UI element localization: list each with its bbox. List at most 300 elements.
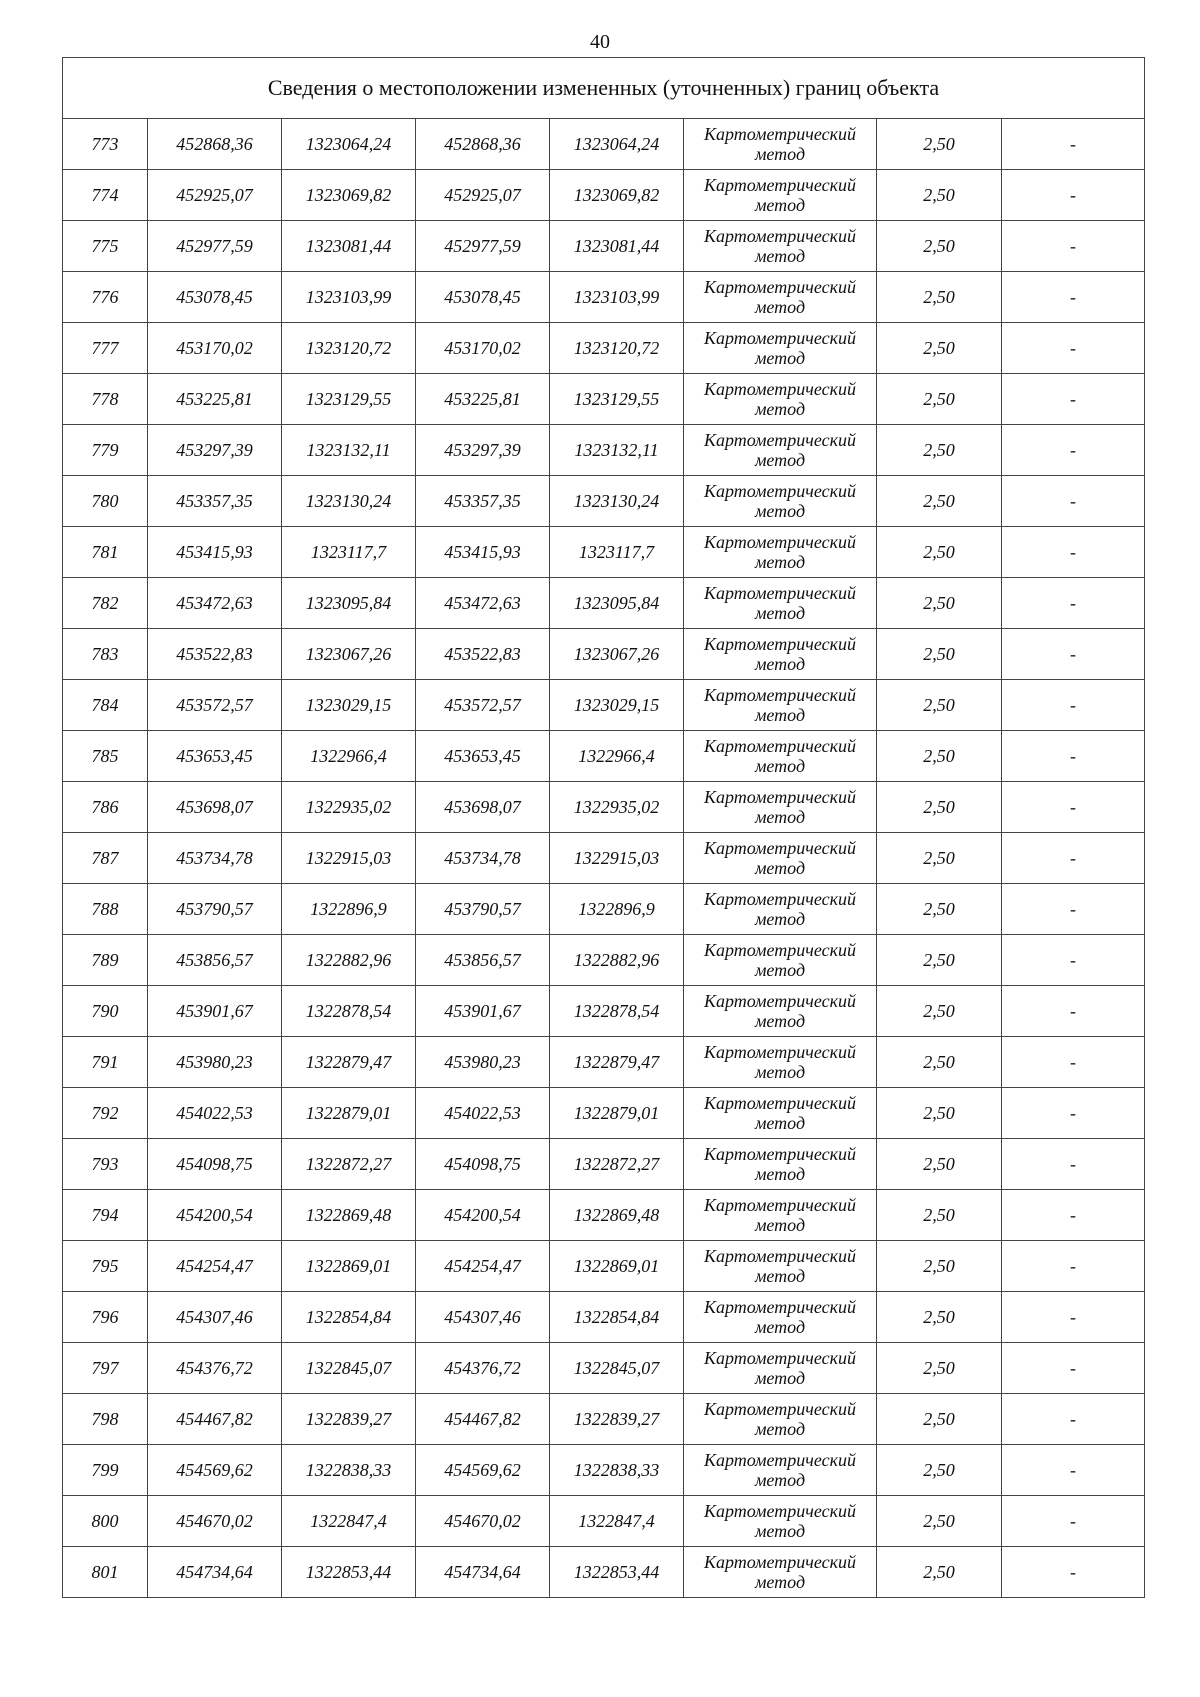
x-refined-cell: 453225,81 — [416, 374, 550, 425]
accuracy-cell: 2,50 — [877, 986, 1002, 1037]
method-line-1: Картометрический — [703, 1042, 856, 1062]
y-existing-cell: 1322853,44 — [282, 1547, 416, 1598]
table-row — [63, 527, 1145, 578]
y-refined-cell: 1323069,82 — [550, 170, 684, 221]
method-line-1: Картометрический — [703, 889, 856, 909]
x-existing-cell: 453901,67 — [148, 986, 282, 1037]
method-line-1: Картометрический — [703, 838, 856, 858]
point-number-cell: 779 — [63, 425, 148, 476]
method-line-2: метод — [754, 909, 806, 929]
y-refined-cell: 1322839,27 — [550, 1394, 684, 1445]
y-refined-cell: 1322966,4 — [550, 731, 684, 782]
point-number-cell: 780 — [63, 476, 148, 527]
method-cell — [684, 527, 877, 578]
method-line-2: метод — [754, 450, 806, 470]
method-line-1: Картометрический — [703, 1195, 856, 1215]
y-refined-cell: 1322854,84 — [550, 1292, 684, 1343]
x-refined-cell: 454200,54 — [416, 1190, 550, 1241]
table-row — [63, 170, 1145, 221]
point-number-cell: 793 — [63, 1139, 148, 1190]
x-refined-cell: 452868,36 — [416, 119, 550, 170]
method-cell — [684, 1139, 877, 1190]
table-row — [63, 1190, 1145, 1241]
x-existing-cell: 454670,02 — [148, 1496, 282, 1547]
x-existing-cell: 453653,45 — [148, 731, 282, 782]
table-row — [63, 1241, 1145, 1292]
point-number-cell: 797 — [63, 1343, 148, 1394]
method-cell — [684, 425, 877, 476]
accuracy-cell: 2,50 — [877, 629, 1002, 680]
y-refined-cell: 1322838,33 — [550, 1445, 684, 1496]
table-row — [63, 731, 1145, 782]
y-refined-cell: 1323130,24 — [550, 476, 684, 527]
description-cell: - — [1002, 119, 1145, 170]
y-refined-cell: 1322879,01 — [550, 1088, 684, 1139]
method-line-1: Картометрический — [703, 481, 856, 501]
y-existing-cell: 1322935,02 — [282, 782, 416, 833]
accuracy-cell: 2,50 — [877, 323, 1002, 374]
point-number-cell: 790 — [63, 986, 148, 1037]
x-existing-cell: 452868,36 — [148, 119, 282, 170]
table-row — [63, 1037, 1145, 1088]
method-cell — [684, 731, 877, 782]
page-number: 40 — [590, 31, 610, 53]
table-row — [63, 833, 1145, 884]
y-refined-cell: 1323067,26 — [550, 629, 684, 680]
accuracy-cell: 2,50 — [877, 1241, 1002, 1292]
y-existing-cell: 1323103,99 — [282, 272, 416, 323]
description-cell: - — [1002, 680, 1145, 731]
method-line-2: метод — [754, 246, 806, 266]
method-line-2: метод — [754, 960, 806, 980]
method-line-1: Картометрический — [703, 175, 856, 195]
table-row — [63, 374, 1145, 425]
y-refined-cell: 1322896,9 — [550, 884, 684, 935]
description-cell: - — [1002, 1496, 1145, 1547]
table-row — [63, 782, 1145, 833]
y-existing-cell: 1322966,4 — [282, 731, 416, 782]
description-cell: - — [1002, 1037, 1145, 1088]
description-cell: - — [1002, 1394, 1145, 1445]
accuracy-cell: 2,50 — [877, 272, 1002, 323]
y-existing-cell: 1322854,84 — [282, 1292, 416, 1343]
point-number-cell: 776 — [63, 272, 148, 323]
description-cell: - — [1002, 170, 1145, 221]
method-cell — [684, 629, 877, 680]
method-line-1: Картометрический — [703, 328, 856, 348]
point-number-cell: 787 — [63, 833, 148, 884]
method-line-1: Картометрический — [703, 736, 856, 756]
table-row — [63, 1088, 1145, 1139]
x-refined-cell: 454467,82 — [416, 1394, 550, 1445]
x-existing-cell: 454254,47 — [148, 1241, 282, 1292]
y-existing-cell: 1323132,11 — [282, 425, 416, 476]
x-existing-cell: 454569,62 — [148, 1445, 282, 1496]
x-refined-cell: 453170,02 — [416, 323, 550, 374]
x-existing-cell: 452925,07 — [148, 170, 282, 221]
point-number-cell: 789 — [63, 935, 148, 986]
point-number-cell: 774 — [63, 170, 148, 221]
point-number-cell: 778 — [63, 374, 148, 425]
y-refined-cell: 1322872,27 — [550, 1139, 684, 1190]
x-refined-cell: 454022,53 — [416, 1088, 550, 1139]
method-line-1: Картометрический — [703, 379, 856, 399]
x-refined-cell: 453790,57 — [416, 884, 550, 935]
x-existing-cell: 454376,72 — [148, 1343, 282, 1394]
table-row — [63, 1496, 1145, 1547]
x-refined-cell: 453698,07 — [416, 782, 550, 833]
y-existing-cell: 1322869,01 — [282, 1241, 416, 1292]
method-line-2: метод — [754, 1215, 806, 1235]
y-existing-cell: 1322896,9 — [282, 884, 416, 935]
x-existing-cell: 453790,57 — [148, 884, 282, 935]
method-line-1: Картометрический — [703, 1093, 856, 1113]
x-existing-cell: 453572,57 — [148, 680, 282, 731]
method-line-2: метод — [754, 1317, 806, 1337]
method-cell — [684, 272, 877, 323]
table-row — [63, 680, 1145, 731]
point-number-cell: 773 — [63, 119, 148, 170]
y-existing-cell: 1322882,96 — [282, 935, 416, 986]
y-existing-cell: 1322839,27 — [282, 1394, 416, 1445]
description-cell: - — [1002, 323, 1145, 374]
point-number-cell: 785 — [63, 731, 148, 782]
x-existing-cell: 453980,23 — [148, 1037, 282, 1088]
method-cell — [684, 578, 877, 629]
description-cell: - — [1002, 221, 1145, 272]
method-line-2: метод — [754, 552, 806, 572]
method-cell — [684, 884, 877, 935]
method-line-1: Картометрический — [703, 634, 856, 654]
method-cell — [684, 1394, 877, 1445]
y-existing-cell: 1323130,24 — [282, 476, 416, 527]
method-cell — [684, 833, 877, 884]
method-line-1: Картометрический — [703, 1501, 856, 1521]
description-cell: - — [1002, 578, 1145, 629]
y-existing-cell: 1322872,27 — [282, 1139, 416, 1190]
y-refined-cell: 1322845,07 — [550, 1343, 684, 1394]
y-existing-cell: 1323120,72 — [282, 323, 416, 374]
y-refined-cell: 1322879,47 — [550, 1037, 684, 1088]
x-refined-cell: 452977,59 — [416, 221, 550, 272]
method-line-2: метод — [754, 807, 806, 827]
x-existing-cell: 453078,45 — [148, 272, 282, 323]
x-existing-cell: 454022,53 — [148, 1088, 282, 1139]
method-cell — [684, 170, 877, 221]
x-existing-cell: 454734,64 — [148, 1547, 282, 1598]
method-line-1: Картометрический — [703, 1297, 856, 1317]
y-existing-cell: 1322879,47 — [282, 1037, 416, 1088]
method-line-2: метод — [754, 1164, 806, 1184]
description-cell: - — [1002, 1190, 1145, 1241]
accuracy-cell: 2,50 — [877, 221, 1002, 272]
x-existing-cell: 452977,59 — [148, 221, 282, 272]
y-existing-cell: 1322915,03 — [282, 833, 416, 884]
accuracy-cell: 2,50 — [877, 578, 1002, 629]
accuracy-cell: 2,50 — [877, 1139, 1002, 1190]
y-refined-cell: 1322853,44 — [550, 1547, 684, 1598]
accuracy-cell: 2,50 — [877, 119, 1002, 170]
description-cell: - — [1002, 935, 1145, 986]
x-refined-cell: 453572,57 — [416, 680, 550, 731]
boundary-table-container — [62, 57, 1144, 1598]
method-cell — [684, 323, 877, 374]
point-number-cell: 792 — [63, 1088, 148, 1139]
method-cell — [684, 1496, 877, 1547]
accuracy-cell: 2,50 — [877, 1445, 1002, 1496]
point-number-cell: 777 — [63, 323, 148, 374]
point-number-cell: 798 — [63, 1394, 148, 1445]
method-line-2: метод — [754, 705, 806, 725]
accuracy-cell: 2,50 — [877, 1496, 1002, 1547]
accuracy-cell: 2,50 — [877, 1343, 1002, 1394]
x-existing-cell: 453357,35 — [148, 476, 282, 527]
x-existing-cell: 453297,39 — [148, 425, 282, 476]
table-row — [63, 1547, 1145, 1598]
x-refined-cell: 453297,39 — [416, 425, 550, 476]
table-row — [63, 1292, 1145, 1343]
x-refined-cell: 453901,67 — [416, 986, 550, 1037]
method-line-1: Картометрический — [703, 1450, 856, 1470]
accuracy-cell: 2,50 — [877, 833, 1002, 884]
y-refined-cell: 1322915,03 — [550, 833, 684, 884]
y-existing-cell: 1322878,54 — [282, 986, 416, 1037]
y-refined-cell: 1323132,11 — [550, 425, 684, 476]
method-line-2: метод — [754, 348, 806, 368]
table-body — [63, 58, 1145, 1598]
accuracy-cell: 2,50 — [877, 1088, 1002, 1139]
y-existing-cell: 1323081,44 — [282, 221, 416, 272]
accuracy-cell: 2,50 — [877, 170, 1002, 221]
method-line-1: Картометрический — [703, 277, 856, 297]
accuracy-cell: 2,50 — [877, 1037, 1002, 1088]
y-refined-cell: 1322878,54 — [550, 986, 684, 1037]
description-cell: - — [1002, 1241, 1145, 1292]
point-number-cell: 782 — [63, 578, 148, 629]
table-row — [63, 323, 1145, 374]
point-number-cell: 801 — [63, 1547, 148, 1598]
description-cell: - — [1002, 1343, 1145, 1394]
accuracy-cell: 2,50 — [877, 680, 1002, 731]
y-existing-cell: 1322879,01 — [282, 1088, 416, 1139]
x-refined-cell: 454307,46 — [416, 1292, 550, 1343]
x-existing-cell: 454200,54 — [148, 1190, 282, 1241]
method-line-2: метод — [754, 858, 806, 878]
method-cell — [684, 374, 877, 425]
description-cell: - — [1002, 425, 1145, 476]
method-line-1: Картометрический — [703, 1348, 856, 1368]
x-refined-cell: 453522,83 — [416, 629, 550, 680]
method-line-1: Картометрический — [703, 940, 856, 960]
accuracy-cell: 2,50 — [877, 731, 1002, 782]
description-cell: - — [1002, 476, 1145, 527]
y-refined-cell: 1322869,01 — [550, 1241, 684, 1292]
x-refined-cell: 453415,93 — [416, 527, 550, 578]
method-cell — [684, 1292, 877, 1343]
table-row — [63, 1445, 1145, 1496]
table-row — [63, 1343, 1145, 1394]
method-line-1: Картометрический — [703, 991, 856, 1011]
method-line-2: метод — [754, 399, 806, 419]
x-existing-cell: 453522,83 — [148, 629, 282, 680]
table-row — [63, 629, 1145, 680]
method-cell — [684, 1343, 877, 1394]
table-title: Сведения о местоположении измененных (уточненных) границ объекта — [63, 58, 1145, 119]
method-cell — [684, 1088, 877, 1139]
method-cell — [684, 221, 877, 272]
accuracy-cell: 2,50 — [877, 935, 1002, 986]
point-number-cell: 783 — [63, 629, 148, 680]
y-existing-cell: 1323029,15 — [282, 680, 416, 731]
point-number-cell: 784 — [63, 680, 148, 731]
method-line-2: метод — [754, 1062, 806, 1082]
description-cell: - — [1002, 782, 1145, 833]
method-line-2: метод — [754, 1521, 806, 1541]
point-number-cell: 786 — [63, 782, 148, 833]
x-refined-cell: 453078,45 — [416, 272, 550, 323]
method-line-2: метод — [754, 1266, 806, 1286]
method-line-2: метод — [754, 1011, 806, 1031]
table-row — [63, 1394, 1145, 1445]
point-number-cell: 775 — [63, 221, 148, 272]
method-cell — [684, 1445, 877, 1496]
description-cell: - — [1002, 986, 1145, 1037]
table-row — [63, 1139, 1145, 1190]
point-number-cell: 794 — [63, 1190, 148, 1241]
description-cell: - — [1002, 374, 1145, 425]
y-existing-cell: 1323117,7 — [282, 527, 416, 578]
y-refined-cell: 1323081,44 — [550, 221, 684, 272]
description-cell: - — [1002, 731, 1145, 782]
accuracy-cell: 2,50 — [877, 1190, 1002, 1241]
x-refined-cell: 453734,78 — [416, 833, 550, 884]
method-line-2: метод — [754, 501, 806, 521]
y-existing-cell: 1322869,48 — [282, 1190, 416, 1241]
point-number-cell: 800 — [63, 1496, 148, 1547]
y-refined-cell: 1323029,15 — [550, 680, 684, 731]
method-cell — [684, 1037, 877, 1088]
method-line-2: метод — [754, 603, 806, 623]
y-existing-cell: 1322845,07 — [282, 1343, 416, 1394]
x-existing-cell: 453415,93 — [148, 527, 282, 578]
x-refined-cell: 453653,45 — [416, 731, 550, 782]
table-row — [63, 272, 1145, 323]
x-refined-cell: 453980,23 — [416, 1037, 550, 1088]
method-cell — [684, 1241, 877, 1292]
table-row — [63, 425, 1145, 476]
table-title-row — [63, 58, 1145, 119]
method-line-2: метод — [754, 1368, 806, 1388]
table-row — [63, 119, 1145, 170]
description-cell: - — [1002, 527, 1145, 578]
point-number-cell: 788 — [63, 884, 148, 935]
y-existing-cell: 1323064,24 — [282, 119, 416, 170]
x-existing-cell: 453472,63 — [148, 578, 282, 629]
y-refined-cell: 1323129,55 — [550, 374, 684, 425]
method-cell — [684, 119, 877, 170]
method-line-1: Картометрический — [703, 226, 856, 246]
x-existing-cell: 453225,81 — [148, 374, 282, 425]
x-refined-cell: 453472,63 — [416, 578, 550, 629]
method-line-2: метод — [754, 756, 806, 776]
y-existing-cell: 1322847,4 — [282, 1496, 416, 1547]
table-row — [63, 986, 1145, 1037]
y-refined-cell: 1322882,96 — [550, 935, 684, 986]
method-line-1: Картометрический — [703, 532, 856, 552]
y-refined-cell: 1323117,7 — [550, 527, 684, 578]
x-existing-cell: 454467,82 — [148, 1394, 282, 1445]
accuracy-cell: 2,50 — [877, 782, 1002, 833]
x-existing-cell: 453170,02 — [148, 323, 282, 374]
x-refined-cell: 454376,72 — [416, 1343, 550, 1394]
x-refined-cell: 454098,75 — [416, 1139, 550, 1190]
method-line-1: Картометрический — [703, 787, 856, 807]
y-existing-cell: 1322838,33 — [282, 1445, 416, 1496]
accuracy-cell: 2,50 — [877, 1547, 1002, 1598]
point-number-cell: 799 — [63, 1445, 148, 1496]
y-refined-cell: 1322935,02 — [550, 782, 684, 833]
method-line-2: метод — [754, 1419, 806, 1439]
method-cell — [684, 935, 877, 986]
method-line-1: Картометрический — [703, 430, 856, 450]
method-cell — [684, 1190, 877, 1241]
method-line-1: Картометрический — [703, 1552, 856, 1572]
x-refined-cell: 452925,07 — [416, 170, 550, 221]
y-refined-cell: 1323103,99 — [550, 272, 684, 323]
method-line-1: Картометрический — [703, 1144, 856, 1164]
table-row — [63, 578, 1145, 629]
method-line-2: метод — [754, 144, 806, 164]
method-cell — [684, 1547, 877, 1598]
description-cell: - — [1002, 1547, 1145, 1598]
x-refined-cell: 454254,47 — [416, 1241, 550, 1292]
table-row — [63, 884, 1145, 935]
y-existing-cell: 1323067,26 — [282, 629, 416, 680]
accuracy-cell: 2,50 — [877, 476, 1002, 527]
method-line-1: Картометрический — [703, 685, 856, 705]
method-line-2: метод — [754, 195, 806, 215]
x-existing-cell: 453698,07 — [148, 782, 282, 833]
description-cell: - — [1002, 272, 1145, 323]
accuracy-cell: 2,50 — [877, 884, 1002, 935]
table-row — [63, 221, 1145, 272]
y-refined-cell: 1323095,84 — [550, 578, 684, 629]
x-refined-cell: 453856,57 — [416, 935, 550, 986]
y-existing-cell: 1323069,82 — [282, 170, 416, 221]
y-existing-cell: 1323095,84 — [282, 578, 416, 629]
method-line-2: метод — [754, 297, 806, 317]
table-row — [63, 476, 1145, 527]
method-cell — [684, 476, 877, 527]
y-refined-cell: 1323120,72 — [550, 323, 684, 374]
accuracy-cell: 2,50 — [877, 1292, 1002, 1343]
method-cell — [684, 986, 877, 1037]
x-refined-cell: 453357,35 — [416, 476, 550, 527]
x-refined-cell: 454670,02 — [416, 1496, 550, 1547]
method-line-1: Картометрический — [703, 124, 856, 144]
accuracy-cell: 2,50 — [877, 1394, 1002, 1445]
method-line-2: метод — [754, 1470, 806, 1490]
description-cell: - — [1002, 884, 1145, 935]
y-existing-cell: 1323129,55 — [282, 374, 416, 425]
x-existing-cell: 453856,57 — [148, 935, 282, 986]
method-line-2: метод — [754, 1572, 806, 1592]
boundary-coordinates-table — [62, 57, 1145, 1598]
description-cell: - — [1002, 1139, 1145, 1190]
accuracy-cell: 2,50 — [877, 425, 1002, 476]
description-cell: - — [1002, 1445, 1145, 1496]
point-number-cell: 791 — [63, 1037, 148, 1088]
